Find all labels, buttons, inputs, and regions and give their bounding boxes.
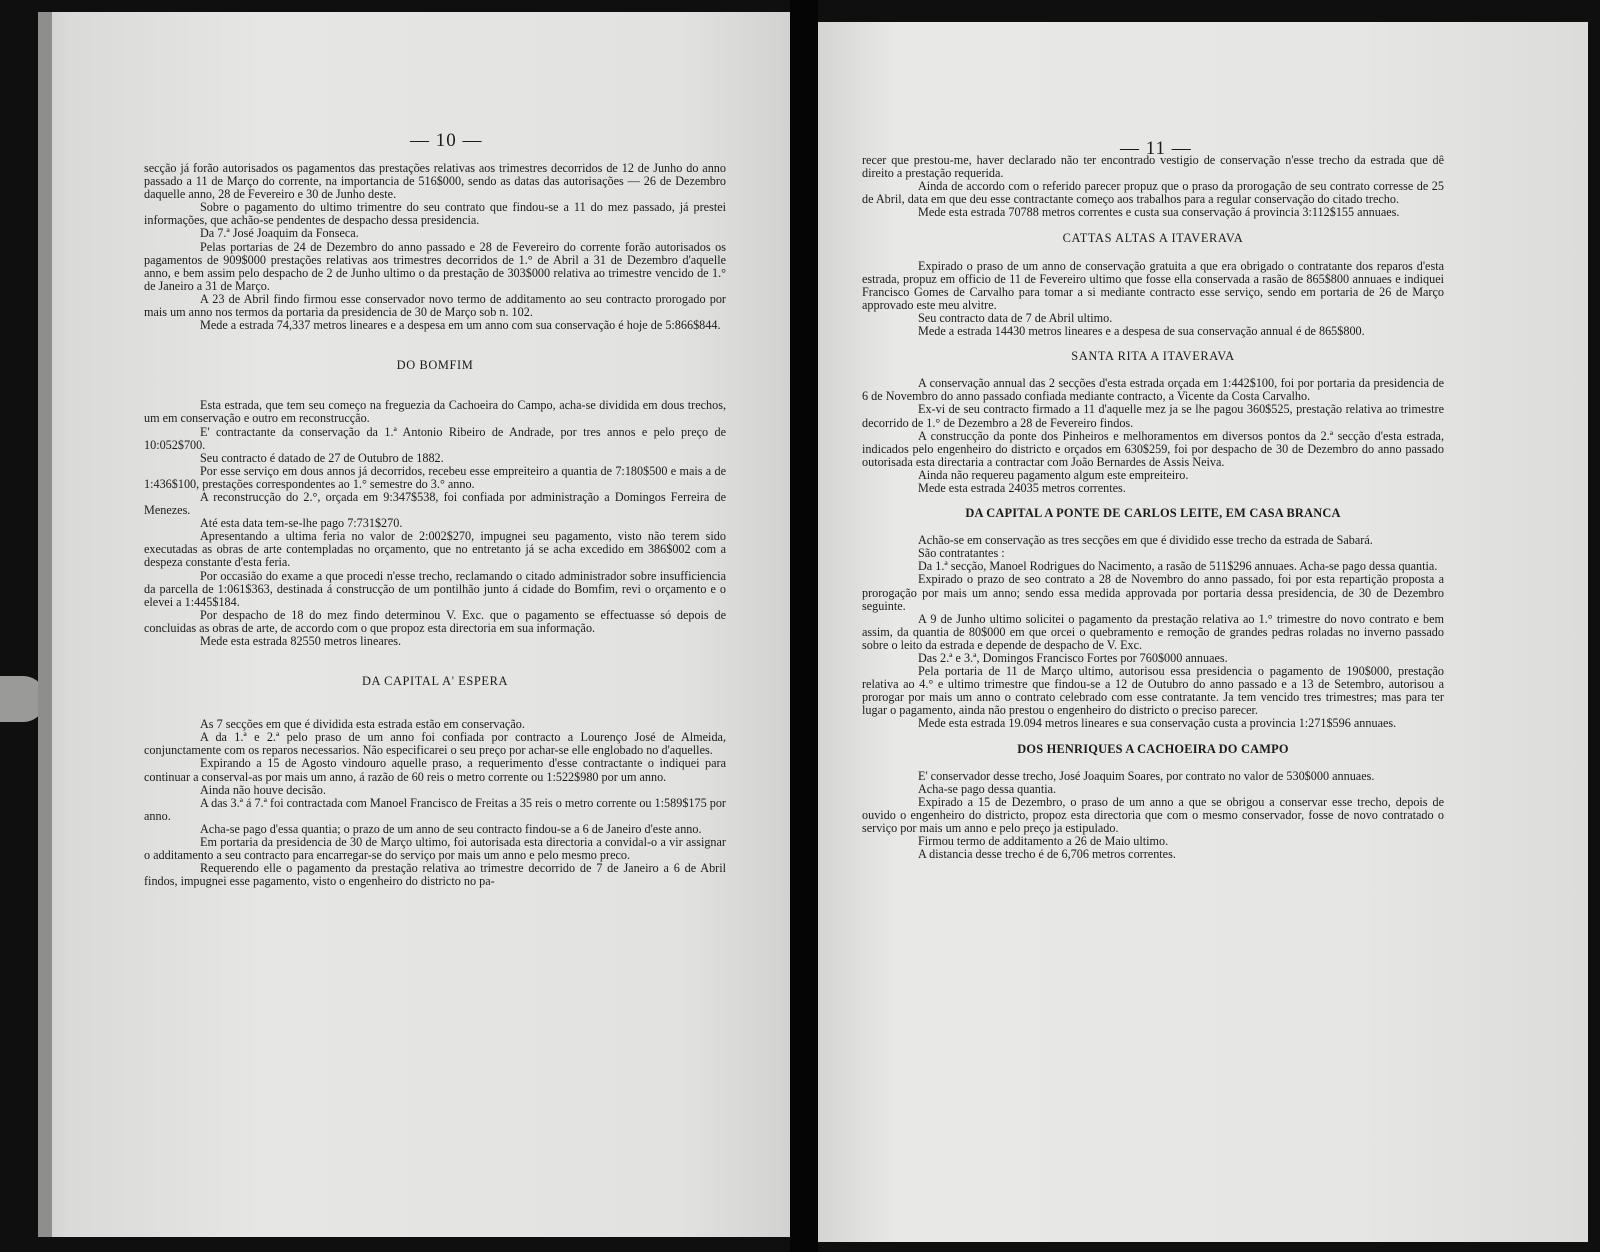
paragraph: Mede a estrada 74,337 metros lineares e a despesa em um anno com sua conservação é hoje de 5:866$844. bbox=[200, 318, 721, 333]
paragraph: Expirando a 15 de Agosto vindouro aquelle praso, a requerimento d'esse contractante o indiquei para continuar a conserval-as por mais um anno, á razão de 60 reis o metro corrente ou 1:522$980 por um anno. bbox=[144, 756, 726, 784]
paragraph: Por despacho de 18 do mez findo determinou V. Exc. que o pagamento se effectuasse só depois de concluidas as obras de arte, de accordo com o que propoz esta directoria em sua informação. bbox=[144, 607, 726, 635]
paragraph: Esta estrada, que tem seu começo na freguezia da Cachoeira do Campo, acha-se dividida em dous trechos, um em conservação e outro em reconstrucção. bbox=[144, 398, 726, 426]
paragraph: Seu contracto data de 7 de Abril ultimo. bbox=[918, 310, 1113, 325]
paragraph: Sobre o pagamento do ultimo trimentre do seu contrato que findou-se a 11 do mez passado, já prestei informações, que achão-se pendentes de despacho dessa presidencia. bbox=[144, 200, 726, 228]
paragraph: Até esta data tem-se-lhe pago 7:731$270. bbox=[200, 516, 403, 531]
paragraph: A da 1.ª e 2.ª pelo praso de um anno foi confiada por contracto a Lourenço José de Almeida, conjunctamente com os reparos necessarios. Não especificarei o seu preço por achar-se elle englobado no d'aquelles. bbox=[144, 730, 726, 758]
paragraph: A reconstrucção do 2.°, orçada em 9:347$538, foi confiada por administração a Domingos Ferreira de Menezes. bbox=[144, 489, 726, 518]
paragraph: São contratantes : bbox=[918, 546, 1005, 561]
paragraph: Ainda não requereu pagamento algum este empreiteiro. bbox=[918, 467, 1189, 482]
paragraph: Pela portaria de 11 de Março ultimo, autorisou essa presidencia o pagamento de 190$000, prestação relativa ao 4.° e ultimo trimestre que findou-se a 12 de Outubro do anno passado e a 13 de Setembro, autorisou a prorogar por mais um anno o contrato celebrado com esse contratante. Ja tem vencido tres trimestres; mas para ter lugar o pagamento, ainda não prestou o engenheiro do districto o preciso parecer. bbox=[862, 664, 1444, 718]
section-heading: CATTAS ALTAS A ITAVERAVA bbox=[1062, 231, 1244, 246]
right-page bbox=[818, 22, 1588, 1242]
paragraph: Ex-vi de seu contracto firmado a 11 d'aquelle mez ja se lhe pagou 360$525, prestação relativa ao trimestre decorrido de 1.° de Dezembro a 28 de Fevereiro findos. bbox=[862, 402, 1444, 430]
paragraph: A distancia desse trecho é de 6,706 metros correntes. bbox=[918, 847, 1176, 862]
paragraph: Achão-se em conservação as tres secções em que é dividido esse trecho da estrada de Sabará. bbox=[918, 533, 1373, 548]
paragraph: Ainda de accordo com o referido parecer propuz que o praso da prorogação de seu contrato corresse de 25 de Abril, data em que deu esse contractante começo aos trabalhos para a regular conservação do citado trecho. bbox=[862, 179, 1444, 207]
section-heading: DOS HENRIQUES A CACHOEIRA DO CAMPO bbox=[1017, 741, 1289, 756]
paragraph: Por esse serviço em dous annos já decorridos, recebeu esse empreiteiro a quantia de 7:180$500 e mais a de 1:436$100, prestações correspondentes ao 1.° semestre do 3.° anno. bbox=[144, 463, 726, 491]
paragraph: Ainda não houve decisão. bbox=[200, 782, 326, 797]
right-page-text bbox=[862, 154, 1444, 861]
paragraph: A das 3.ª á 7.ª foi contractada com Manoel Francisco de Freitas a 35 reis o metro corrente ou 1:589$175 por anno. bbox=[144, 795, 726, 823]
paragraph: As 7 secções em que é dividida esta estrada estão em conservação. bbox=[200, 717, 525, 732]
paragraph: E' conservador desse trecho, José Joaquim Soares, por contrato no valor de 530$000 annuaes. bbox=[918, 768, 1375, 783]
paragraph: Da 1.ª secção, Manoel Rodrigues do Nacimento, a rasão de 511$296 annuaes. Acha-se pago dessa quantia. bbox=[918, 559, 1438, 574]
paragraph: Seu contracto é datado de 27 de Outubro de 1882. bbox=[200, 450, 444, 465]
paragraph: Apresentando a ultima feria no valor de 2:002$270, impugnei seu pagamento, visto não terem sido executadas as obras de arte contempladas no orçamento, que no entretanto já se acha excedido em 386$002 com a despeza constante d'esta feria. bbox=[144, 529, 726, 570]
paragraph: A conservação annual das 2 secções d'esta estrada orçada em 1:442$100, foi por portaria da presidencia de 6 de Novembro do anno passado confiada mediante contracto, a Vicente da Costa Carvalho. bbox=[862, 376, 1444, 404]
book-gutter bbox=[790, 0, 818, 1252]
paragraph: Mede esta estrada 19.094 metros lineares e sua conservação custa a provincia 1:271$596 annuaes. bbox=[918, 716, 1397, 731]
paragraph: Acha-se pago dessa quantia. bbox=[918, 781, 1057, 796]
paragraph: Mede esta estrada 24035 metros correntes. bbox=[918, 480, 1126, 495]
left-page-text bbox=[144, 162, 726, 888]
section-heading: DA CAPITAL A PONTE DE CARLOS LEITE, EM CASA BRANCA bbox=[965, 506, 1341, 521]
paragraph: Por occasião do exame a que procedi n'esse trecho, reclamando o citado administrador sobre insufficiencia da parcella de 1:061$363, destinada á construcção de um pontilhão junto á cidade do Bomfim, revi o orçamento e o elevei a 1:445$184. bbox=[144, 568, 726, 609]
paragraph: secção já forão autorisados os pagamentos das prestações relativas aos trimestres decorridos de 12 de Junho do anno passado a 11 de Março do corrente, na importancia de 516$000, sendo as datas das autorisações — 26 de Dezembro daquelle anno, 28 de Fevereiro e 30 de Junho deste. bbox=[144, 161, 726, 202]
paragraph: Expirado a 15 de Dezembro, o praso de um anno a que se obrigou a conservar esse trecho, depois de ouvido o engenheiro do districto, propoz esta directoria que com o mesmo conservador, fosse de novo contratado o serviço por mais um anno e pelo preço ja estipulado. bbox=[862, 794, 1444, 836]
paragraph: Requerendo elle o pagamento da prestação relativa ao trimestre decorrido de 7 de Janeiro a 6 de Abril findos, impugnei esse pagamento, visto o engenheiro do districto no pa- bbox=[144, 861, 726, 889]
left-page bbox=[38, 12, 790, 1237]
page-edge-shadow bbox=[38, 12, 52, 1237]
paragraph: Da 7.ª José Joaquim da Fonseca. bbox=[200, 226, 359, 241]
paragraph: A construcção da ponte dos Pinheiros e melhoramentos em diversos pontos da 2.ª secção d'esta estrada, indicados pelo engenheiro do districto e orçados em 630$259, foi por despacho de 30 de Dezembro do anno passado outorisada esta directaria a contractar com João Bernardes de Assis Neiva. bbox=[862, 428, 1444, 469]
paragraph: Mede esta estrada 70788 metros correntes e custa sua conservação á provincia 3:112$155 annuaes. bbox=[918, 205, 1400, 220]
section-heading: DA CAPITAL A' ESPERA bbox=[362, 674, 508, 689]
paragraph: A 9 de Junho ultimo solicitei o pagamento da prestação relativa ao 1.° trimestre do novo contrato e bem assim, da quantia de 80$000 em que orcei o quebramento e remoção de grandes pedras roladas no inverno passado sobre o leito da estrada e depende de despacho de V. Exc. bbox=[862, 611, 1444, 652]
paragraph: Em portaria da presidencia de 30 de Março ultimo, foi autorisada esta directoria a convidal-o a vir assignar o additamento a seu contracto para encarregar-se do serviço por mais um anno e pelo mesmo preco. bbox=[144, 835, 726, 863]
paragraph: Mede a estrada 14430 metros lineares e a despesa de sua conservação annual é de 865$800. bbox=[918, 324, 1365, 339]
paragraph: E' contractante da conservação da 1.ª Antonio Ribeiro de Andrade, por tres annos e pelo preço de 10:052$700. bbox=[144, 424, 726, 452]
paragraph: recer que prestou-me, haver declarado não ter encontrado vestigio de conservação n'esse trecho da estrada que dê direito a prestação requerida. bbox=[862, 153, 1444, 181]
page-number-left: — 10 — bbox=[410, 130, 483, 151]
section-heading: DO BOMFIM bbox=[396, 358, 474, 373]
paragraph: Acha-se pago d'essa quantia; o prazo de um anno de seu contracto findou-se a 6 de Janeiro d'este anno. bbox=[200, 821, 702, 836]
paragraph: Pelas portarias de 24 de Dezembro do anno passado e 28 de Fevereiro do corrente forão autorisados os pagamentos de 909$000 prestações relativas aos trimestres decorridos de 1.° de Abril a 31 de Dezembro d'aquelle anno, e bem assim pelo despacho de 2 de Junho ultimo o da prestação de 303$000 relativa ao trimestre vencido de 1.° de Janeiro a 31 de Março. bbox=[144, 239, 726, 293]
paragraph: Das 2.ª e 3.ª, Domingos Francisco Fortes por 760$000 annuaes. bbox=[918, 651, 1228, 665]
paragraph: Expirado o prazo de seo contrato a 28 de Novembro do anno passado, foi por esta repartição proposta a prorogação por mais um anno; sendo essa medida approvada por portaria dessa presidencia, de 30 de Dezembro seguinte. bbox=[862, 572, 1444, 613]
page-number-right: — 11 — bbox=[1120, 138, 1192, 159]
paragraph: Mede esta estrada 82550 metros lineares. bbox=[200, 634, 402, 648]
section-heading: SANTA RITA A ITAVERAVA bbox=[1071, 349, 1235, 364]
paragraph: A 23 de Abril findo firmou esse conservador novo termo de additamento ao seu contracto prorogado por mais um anno nos termos da portaria da presidencia de 30 de Março sob n. 102. bbox=[144, 291, 726, 320]
paragraph: Expirado o praso de um anno de conservação gratuita a que era obrigado o contratante dos reparos d'esta estrada, propuz em officio de 11 de Fevereiro ultimo que fosse ella conservada a rasão de 865$800 annuaes e indiquei Francisco Gomes de Carvalho para tomar a si mediante contracto esse serviço, sendo em portaria de 26 de Março approvado este meu alvitre. bbox=[862, 258, 1444, 312]
paragraph: Firmou termo de additamento a 26 de Maio ultimo. bbox=[918, 834, 1169, 849]
